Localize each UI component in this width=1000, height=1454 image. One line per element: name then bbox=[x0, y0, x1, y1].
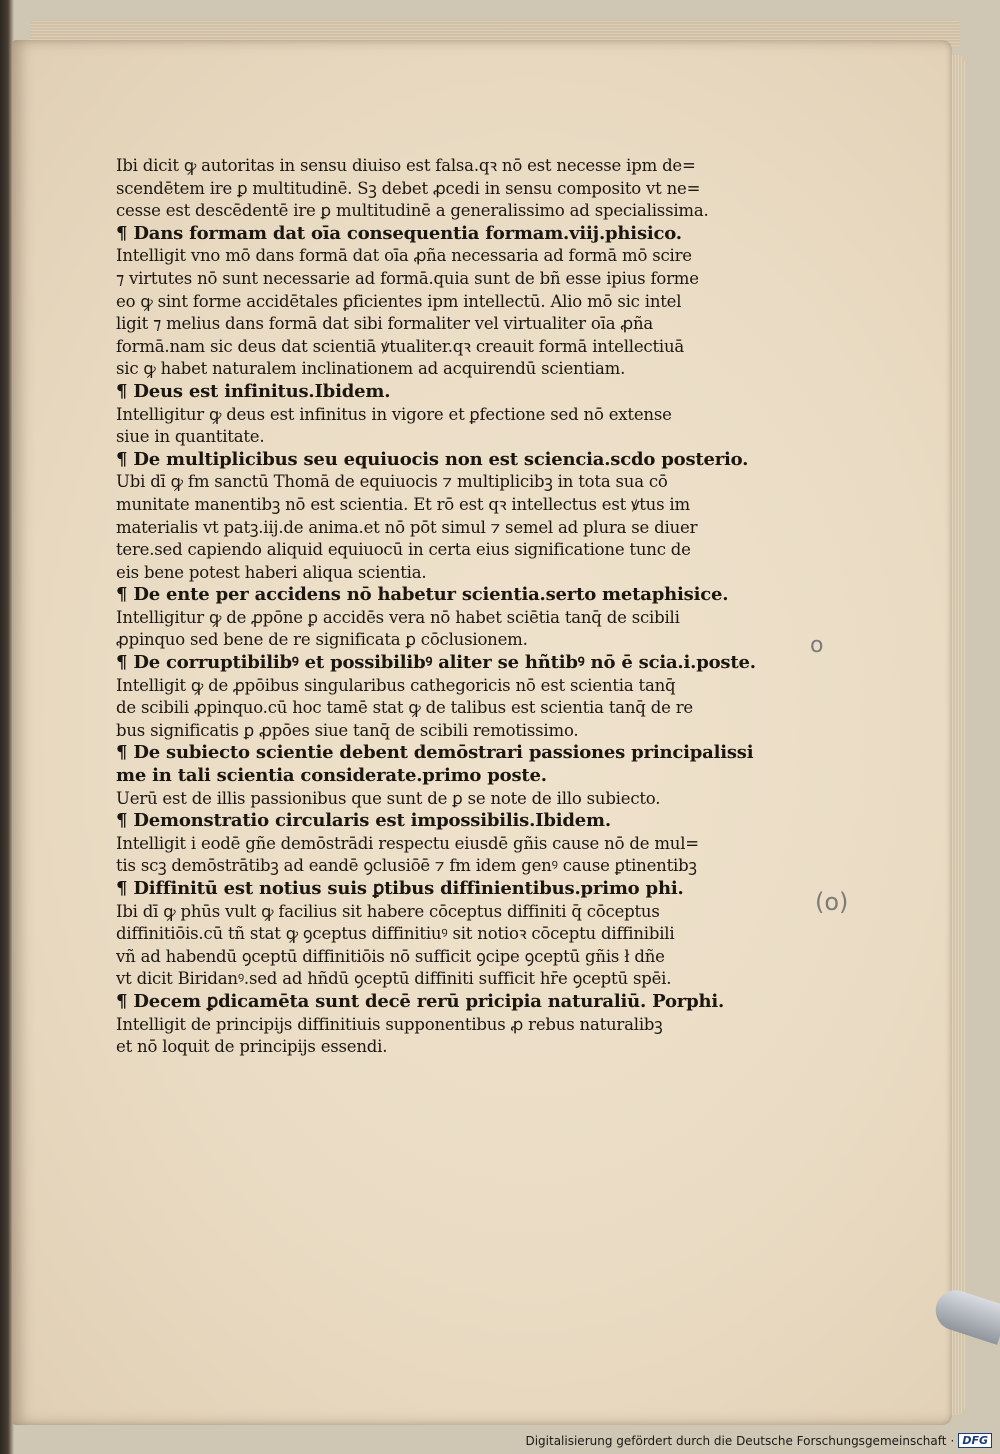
section-heading-line: ¶ Demonstratio circularis est impossibilis.Ibidem. bbox=[116, 810, 611, 832]
text-line: Ibi dicit ꝙ autoritas in sensu diuiso est falsa.qꝛ nō est necesse ipm de= bbox=[116, 156, 696, 175]
text-line: Ibi dī ꝙ phūs vult ꝙ facilius sit habere cōceptus diffiniti q̄ cōceptus bbox=[116, 901, 660, 921]
dfg-logo: DFG bbox=[958, 1433, 992, 1448]
section-heading-line: ¶ Decem ꝑdicamēta sunt decē rerū pricipia naturaliū. Porphi. bbox=[116, 990, 725, 1012]
text-line: sic ꝙ habet naturalem inclinationem ad acquirendū scientiam. bbox=[116, 359, 626, 379]
text-line: Intelligitur ꝙ de ꝓpōne ꝑ accidēs vera nō habet sciētia tanq̄ de scibili bbox=[116, 607, 680, 627]
text-line: cesse est descēdentē ire ꝑ multitudinē a generalissimo ad specialissima. bbox=[116, 201, 709, 221]
text-line: Intelligit ꝙ de ꝓpōibus singularibus cathegoricis nō est scientia tanq̄ bbox=[116, 675, 676, 695]
section-heading-line: ¶ De ente per accidens nō habetur scientia.serto metaphisice. bbox=[116, 584, 729, 606]
section-heading-line: me in tali scientia considerate.primo poste. bbox=[116, 765, 547, 787]
text-line: tere.sed capiendo aliquid equiuocū in certa eius significatione tunc de bbox=[116, 540, 691, 560]
text-line: et nō loquit de principijs essendi. bbox=[116, 1037, 388, 1057]
text-line: scendētem ire ꝑ multitudinē. Sꝫ debet ꝓcedi in sensu composito vt ne= bbox=[116, 178, 701, 198]
text-line: eis bene potest haberi aliqua scientia. bbox=[116, 562, 427, 582]
section-heading-line: ¶ Diffinitū est notius suis ꝑtibus diffinientibus.primo phi. bbox=[116, 878, 684, 899]
text-line: materialis vt patꝫ.iij.de anima.et nō pōt simul ⁊ semel ad plura se diuer bbox=[116, 517, 698, 537]
text-line: bus significatis ꝑ ꝓpōes siue tanq̄ de scibili remotissimo. bbox=[116, 720, 579, 740]
text-line: vñ ad habendū ꝯceptū diffinitiōis nō sufficit ꝯcipe ꝯceptū gñis ł dñe bbox=[116, 946, 665, 966]
text-line: Intelligit vno mō dans formā dat oīa ꝓña necessaria ad formā mō scire bbox=[116, 246, 692, 266]
section-heading-line: ¶ De multiplicibus seu equiuocis non est sciencia.scdo posterio. bbox=[116, 448, 749, 470]
text-line: munitate manentibꝫ nō est scientia. Et rō est qꝛ intellectus est ꝟtus im bbox=[116, 494, 690, 514]
text-line: diffinitiōis.cū tñ stat ꝙ ꝯceptus diffinitiuꝰ sit notioꝛ cōceptu diffinibili bbox=[116, 924, 675, 944]
section-heading-line: ¶ Deus est infinitus.Ibidem. bbox=[116, 380, 391, 402]
text-line: tis scꝫ demōstrātibꝫ ad eandē ꝯclusiōē ⁊ fm idem genꝰ cause ꝑtinentibꝫ bbox=[116, 856, 697, 876]
incunable-text-block bbox=[116, 155, 776, 1059]
digitization-footer bbox=[525, 1433, 992, 1448]
section-heading-line: ¶ De subiecto scientie debent demōstrari passiones principalissi bbox=[116, 742, 754, 764]
text-line: formā.nam sic deus dat scientiā ꝟtualiter.qꝛ creauit formā intellectiuā bbox=[116, 336, 685, 356]
footer-separator: · bbox=[950, 1433, 955, 1448]
text-line: eo ꝙ sint forme accidētales ꝑficientes ipm intellectū. Alio mō sic intel bbox=[116, 291, 682, 311]
section-heading-line: ¶ Dans formam dat oīa consequentia formam.viij.phisico. bbox=[116, 222, 682, 244]
footer-credit: Digitalisierung gefördert durch die Deutsche Forschungsgemeinschaft bbox=[525, 1433, 947, 1448]
text-line: siue in quantitate. bbox=[116, 427, 265, 447]
text-line: Uerū est de illis passionibus que sunt de ꝑ se note de illo subiecto. bbox=[116, 788, 661, 808]
text-line: Intelligit i eodē gñe demōstrādi respectu eiusdē gñis cause nō de mul= bbox=[116, 833, 699, 853]
margin-note-o: o bbox=[810, 633, 824, 658]
section-heading-line: ¶ De corruptibilibꝰ et possibilibꝰ aliter se hñtibꝰ nō ē scia.i.poste. bbox=[116, 652, 756, 674]
text-line: ⁊ virtutes nō sunt necessarie ad formā.quia sunt de bñ esse ipius forme bbox=[116, 268, 699, 288]
text-line: Ubi dī ꝙ fm sanctū Thomā de equiuocis ⁊ multiplicibꝫ in tota sua cō bbox=[116, 472, 668, 492]
text-line: Intelligit de principijs diffinitiuis supponentibus ꝓ rebus naturalibꝫ bbox=[116, 1014, 663, 1034]
text-line: ligit ⁊ melius dans formā dat sibi formaliter vel virtualiter oīa ꝓña bbox=[116, 314, 654, 334]
text-line: vt dicit Biridanꝰ.sed ad hñdū ꝯceptū diffiniti sufficit hr̄e ꝯceptū spēi. bbox=[116, 969, 672, 989]
text-line: de scibili ꝓpinquo.cū hoc tamē stat ꝙ de talibus est scientia tanq̄ de re bbox=[116, 698, 693, 718]
text-line: ꝓpinquo sed bene de re significata ꝑ cōclusionem. bbox=[116, 630, 528, 650]
margin-note-paren-o: (o) bbox=[815, 888, 849, 916]
text-line: Intelligitur ꝙ deus est infinitus in vigore et ꝑfectione sed nō extense bbox=[116, 404, 672, 424]
